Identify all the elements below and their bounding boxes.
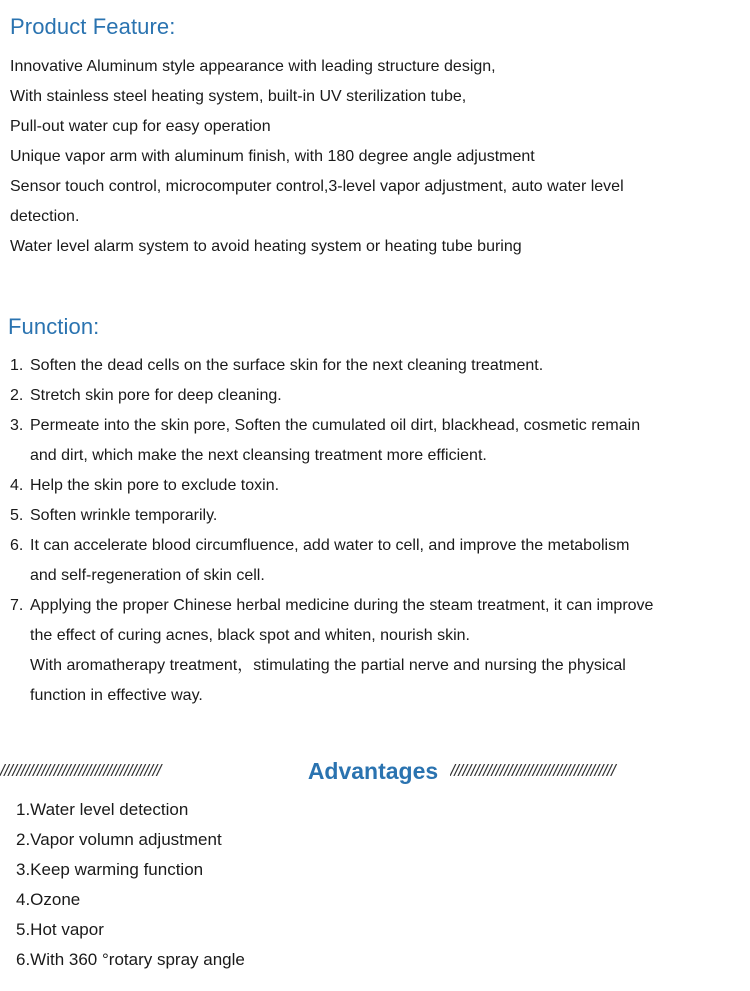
advantage-item: 5.Hot vapor	[16, 920, 104, 939]
feature-line: With stainless steel heating system, built-in UV sterilization tube,	[10, 88, 467, 105]
function-item-text: With aromatherapy treatment，stimulating the partial nerve and nursing the physical	[30, 657, 626, 674]
function-item-text: and self-regeneration of skin cell.	[30, 567, 265, 584]
function-item-text: Applying the proper Chinese herbal medicine during the steam treatment, it can improve	[30, 597, 654, 614]
feature-line: Sensor touch control, microcomputer control,3-level vapor adjustment, auto water level	[10, 178, 624, 195]
function-item-number: 3.	[10, 417, 24, 434]
function-item-number: 6.	[10, 537, 24, 554]
advantage-item: 4.Ozone	[16, 890, 81, 909]
feature-line: Innovative Aluminum style appearance with leading structure design,	[10, 58, 496, 75]
function-item-text: function in effective way.	[30, 687, 203, 704]
product-feature-heading: Product Feature:	[10, 14, 176, 39]
function-item-text: Permeate into the skin pore, Soften the cumulated oil dirt, blackhead, cosmetic remain	[30, 417, 641, 434]
advantage-item: 3.Keep warming function	[16, 860, 204, 879]
function-item-text: and dirt, which make the next cleansing treatment more efficient.	[30, 447, 487, 464]
function-item-number: 1.	[10, 357, 24, 374]
feature-line: Water level alarm system to avoid heating system or heating tube buring	[10, 238, 522, 255]
function-item-number: 5.	[10, 507, 24, 524]
function-item-text: Help the skin pore to exclude toxin.	[30, 477, 280, 494]
advantages-list	[16, 795, 245, 975]
function-item-number: 2.	[10, 387, 24, 404]
product-feature-list	[10, 52, 740, 262]
feature-line: Pull-out water cup for easy operation	[10, 118, 271, 135]
function-item-text: Soften wrinkle temporarily.	[30, 507, 218, 524]
decorative-slashes-right: ////////////////////////////////////////	[450, 761, 616, 780]
function-item-text: It can accelerate blood circumfluence, add water to cell, and improve the metabolism	[30, 537, 630, 554]
function-item	[10, 411, 745, 471]
function-list	[10, 351, 745, 711]
function-item	[10, 471, 745, 501]
function-item	[10, 531, 745, 591]
advantages-banner	[0, 755, 750, 787]
advantage-item: 2.Vapor volumn adjustment	[16, 830, 222, 849]
function-item-number: 4.	[10, 477, 24, 494]
function-item-text: Soften the dead cells on the surface skin for the next cleaning treatment.	[30, 357, 544, 374]
advantage-item: 6.With 360 °rotary spray angle	[16, 950, 245, 969]
function-heading: Function:	[8, 314, 100, 339]
function-item-number: 7.	[10, 597, 24, 614]
function-item	[10, 501, 745, 531]
advantage-item: 1.Water level detection	[16, 800, 189, 819]
advantages-heading: Advantages	[307, 757, 439, 784]
function-item-text: the effect of curing acnes, black spot and whiten, nourish skin.	[30, 627, 470, 644]
function-item	[10, 381, 745, 411]
function-item	[10, 351, 745, 381]
function-item-text: Stretch skin pore for deep cleaning.	[30, 387, 282, 404]
function-item	[10, 591, 745, 711]
feature-line: detection.	[10, 208, 80, 225]
feature-line: Unique vapor arm with aluminum finish, with 180 degree angle adjustment	[10, 148, 535, 165]
decorative-slashes-left: ///////////////////////////////////////	[0, 761, 161, 780]
